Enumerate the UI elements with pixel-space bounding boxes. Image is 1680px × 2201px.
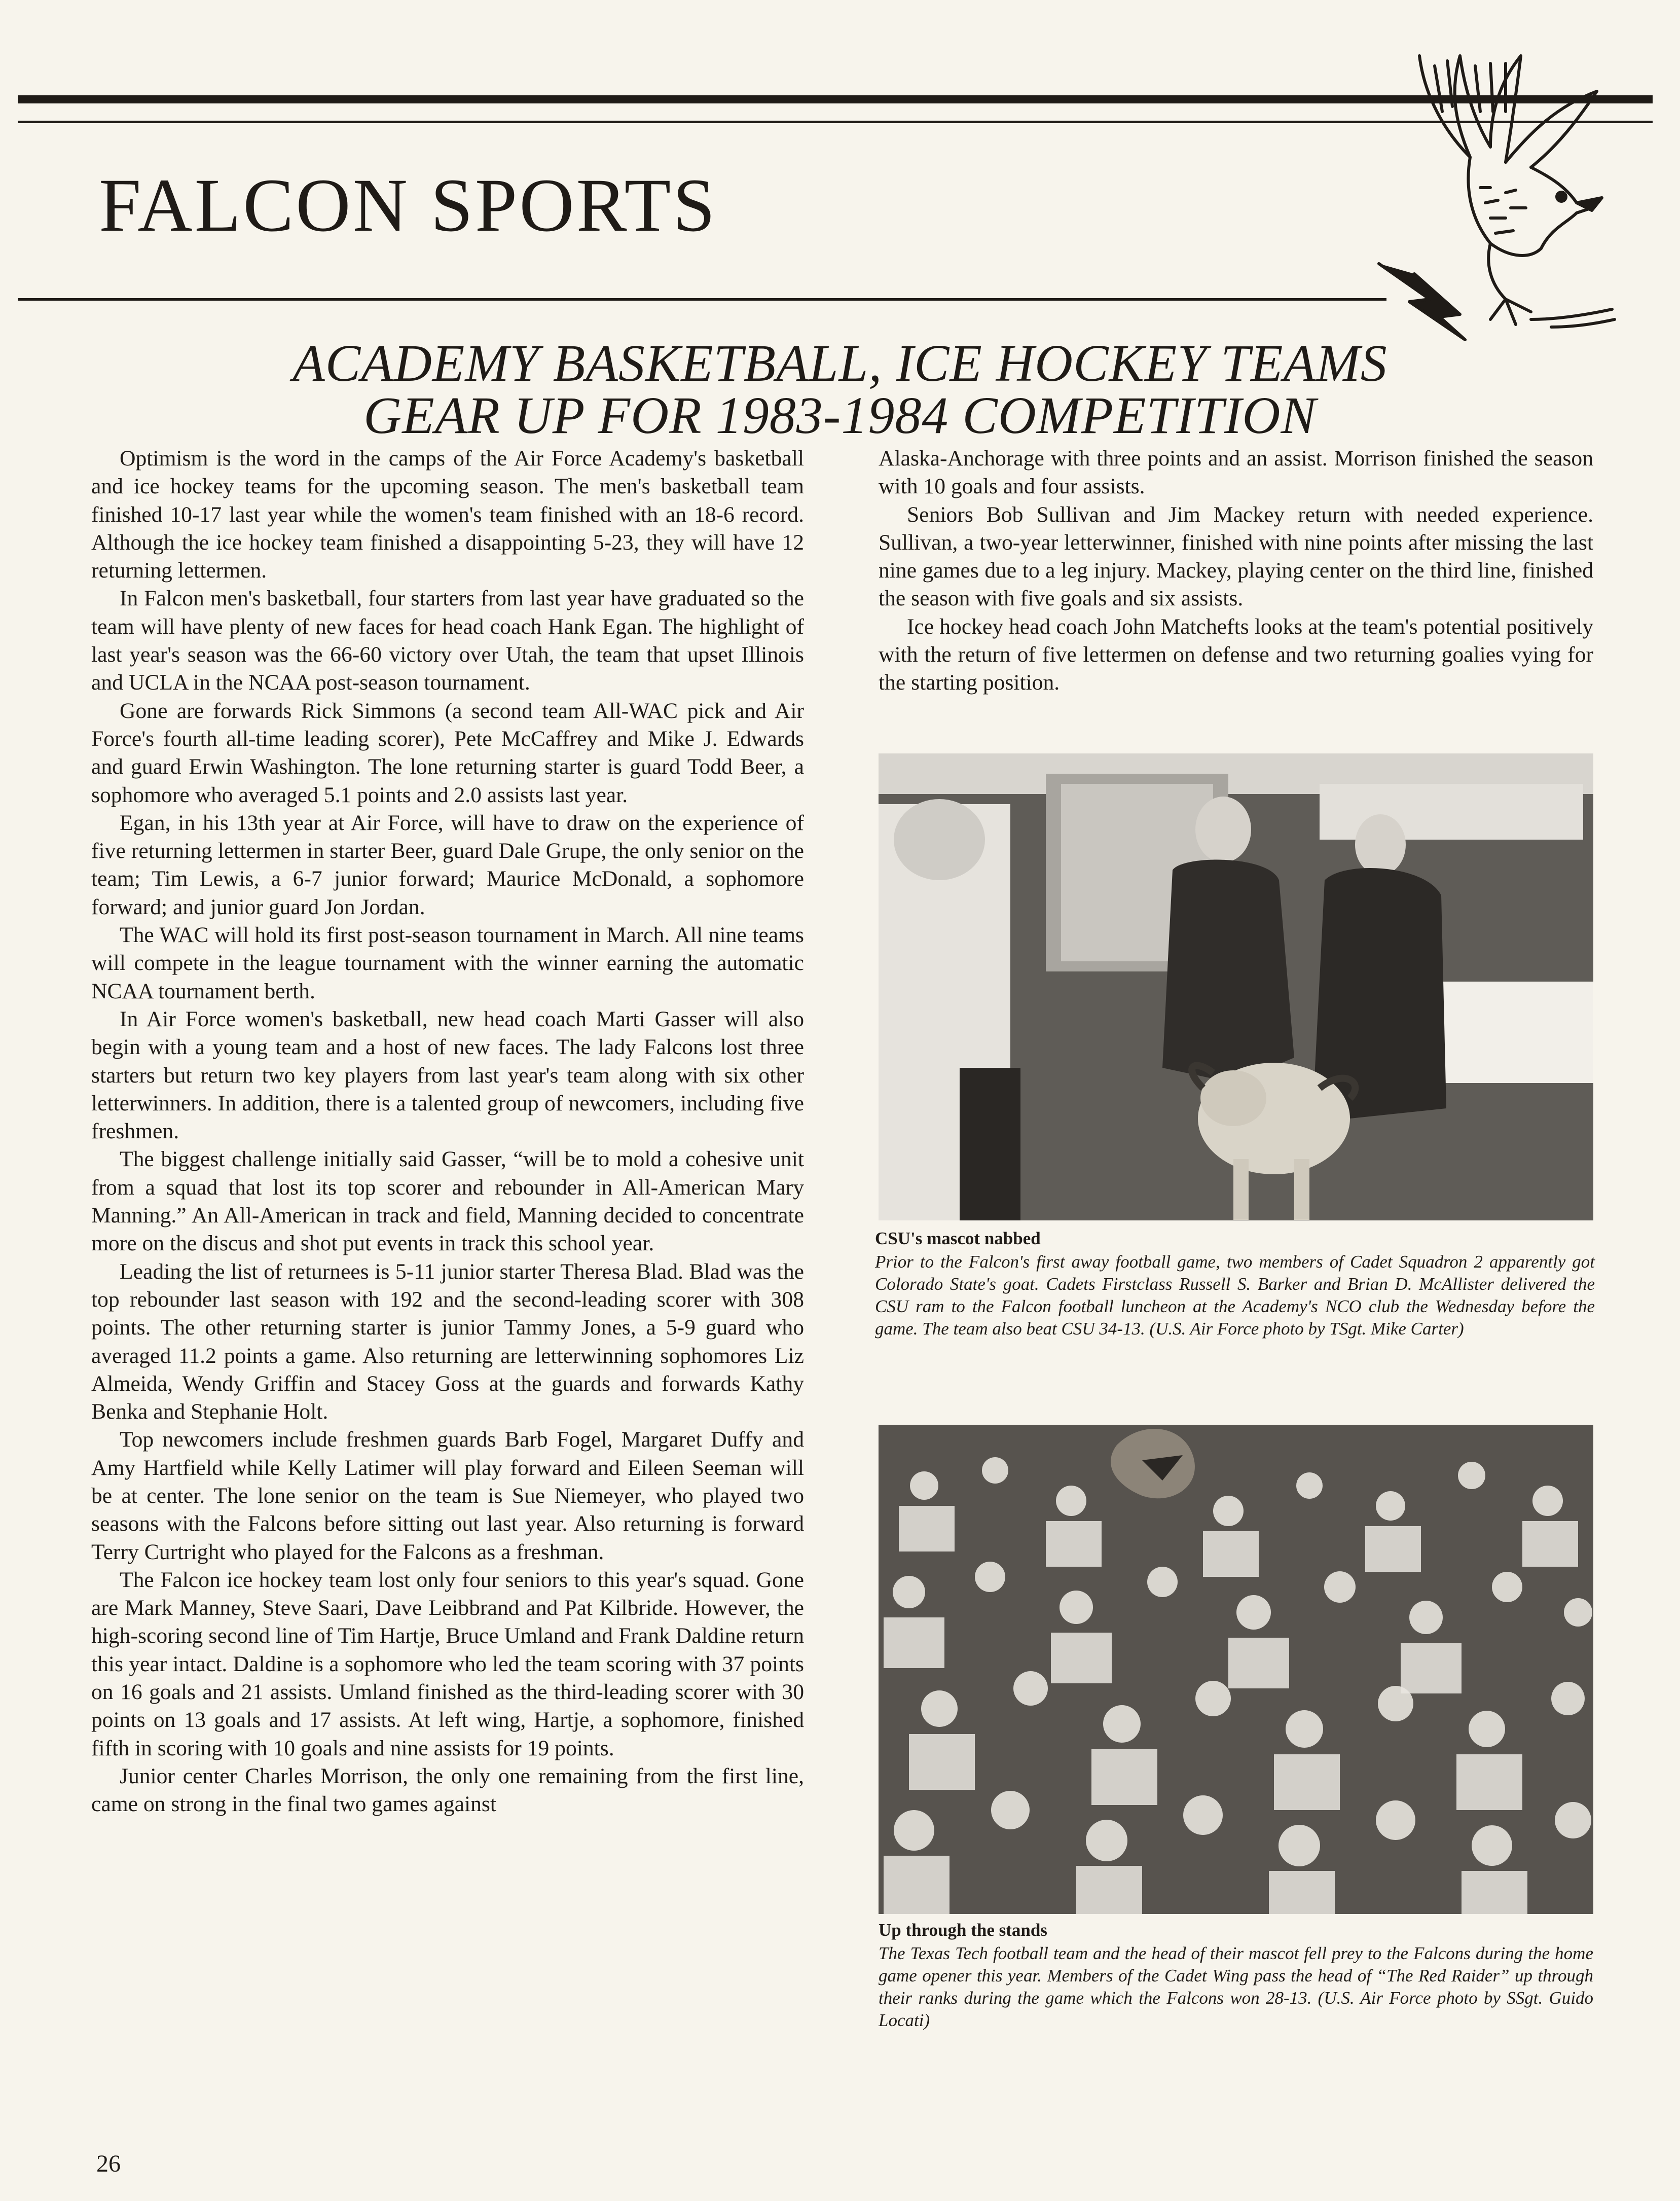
falcon-logo-icon (1338, 35, 1622, 350)
page-number: 26 (96, 2150, 121, 2177)
paragraph: Optimism is the word in the camps of the Air Force Academy's basketball and ice hockey teams for the upcoming season. The men's basketball team finished 10-17 last year while the women's team finished with an 18-6 record. Although the ice hockey team finished a disappointing 5-23, they will have 12 returning lettermen. (91, 446, 804, 583)
paragraph: The Falcon ice hockey team lost only four seniors to this year's squad. Gone are Mark Manney, Steve Saari, Dave Leibbrand and Pat Kilbride. However, the high-scoring second line of Tim Hartje, Bruce Umland and Frank Daldine return this year intact. Daldine is a sophomore who led the team scoring with 37 points on 16 goals and 21 assists. Umland finished as the third-leading scorer with 30 points on 13 goals and 17 assists. At left wing, Hartje, a sophomore, finished fifth in scoring with 10 goals and nine assists for 19 points. (91, 1567, 804, 1760)
left-column (91, 445, 804, 1819)
photo-stands-crowd (879, 1425, 1593, 1914)
photo-1-caption-body: Prior to the Falcon's first away football game, two members of Cadet Squadron 2 apparently got Colorado State's goat. Cadets Firstclass Russell S. Barker and Brian D. McAllister delivered the CSU ram to the Falcon football luncheon at the Academy's NCO club the Wednesday before the game. The team also beat CSU 34-13. (U.S. Air Force photo by TSgt. Mike Carter) (875, 1252, 1595, 1339)
section-title: FALCON SPORTS (99, 163, 717, 247)
paragraph: Top newcomers include freshmen guards Barb Fogel, Margaret Duffy and Amy Hartfield while Kelly Latimer will play forward and Eileen Seeman will be at center. The lone senior on the team is Sue Niemeyer, who played two seasons with the Falcons before sitting out last year. Also returning is forward Terry Curtright who played for the Falcons as a freshman. (91, 1427, 804, 1564)
headline-line-2: GEAR UP FOR 1983-1984 COMPETITION (363, 386, 1317, 445)
photo-2-caption-title: Up through the stands (879, 1920, 1047, 1940)
paragraph: The WAC will hold its first post-season tournament in March. All nine teams will compete in the league tournament with the winner earning the automatic NCAA tournament berth. (91, 923, 804, 1003)
paragraph: Egan, in his 13th year at Air Force, will have to draw on the experience of five returning lettermen in starter Beer, guard Dale Grupe, the only senior on the team; Tim Lewis, a 6-7 junior forward; Maurice McDonald, a sophomore forward; and junior guard Jon Jordan. (91, 810, 804, 919)
paragraph: The biggest challenge initially said Gasser, “will be to mold a cohesive unit from a squad that lost its top scorer and rebounder in All-American Mary Manning.” An All-American in track and field, Manning decided to concentrate more on the discus and shot put events in track this school year. (91, 1147, 804, 1256)
paragraph: In Falcon men's basketball, four starters from last year have graduated so the team will have plenty of new faces for head coach Hank Egan. The highlight of last year's season was the 66-60 victory over Utah, the team that upset Illinois and UCLA in the NCAA post-season tournament. (91, 586, 804, 695)
paragraph: Ice hockey head coach John Matchefts looks at the team's potential positively with the return of five lettermen on defense and two returning goalies vying for the starting position. (879, 614, 1593, 695)
title-rule (18, 298, 1386, 301)
paragraph: In Air Force women's basketball, new head coach Marti Gasser will also begin with a young team and a host of new faces. The lady Falcons lost three starters but return two key players from last year's team along with six other letterwinners. In addition, there is a talented group of newcomers, including five freshmen. (91, 1006, 804, 1144)
photo-1-caption-title: CSU's mascot nabbed (875, 1229, 1041, 1248)
paragraph: Junior center Charles Morrison, the only one remaining from the first line, came on strong in the final two games against (91, 1763, 804, 1817)
paragraph: Seniors Bob Sullivan and Jim Mackey return with needed experience. Sullivan, a two-year letterwinner, finished with nine points after missing the last nine games due to a leg injury. Mackey, playing center on the third line, finished the season with five goals and six assists. (879, 502, 1593, 611)
paragraph: Gone are forwards Rick Simmons (a second team All-WAC pick and Air Force's fourth all-time leading scorer), Pete McCaffrey and Mike J. Edwards and guard Erwin Washington. The lone returning starter is guard Todd Beer, a sophomore who averaged 5.1 points and 2.0 assists last year. (91, 698, 804, 807)
photo-ram-mascot (879, 753, 1593, 1220)
paragraph: Leading the list of returnees is 5-11 junior starter Theresa Blad. Blad was the top rebounder last season with 192 and the second-leading scorer with 308 points. The other returning starter is junior Tammy Jones, a 5-9 guard who averaged 11.2 points a game. Also returning are letterwinning sophomores Liz Almeida, Wendy Griffin and Stacey Goss at the guards and forwards Kathy Benka and Stephanie Holt. (91, 1259, 804, 1424)
right-column (879, 445, 1593, 697)
headline-line-1: ACADEMY BASKETBALL, ICE HOCKEY TEAMS (293, 334, 1387, 392)
photo-2-caption-body: The Texas Tech football team and the head of their mascot fell prey to the Falcons during the home game opener this year. Members of the Cadet Wing pass the head of “The Red Raider” up through their ranks during the game which the Falcons won 28-13. (U.S. Air Force photo by SSgt. Guido Locati) (879, 1943, 1593, 2030)
paragraph-continued: Alaska-Anchorage with three points and an assist. Morrison finished the season with 10 goals and four assists. (879, 446, 1593, 499)
